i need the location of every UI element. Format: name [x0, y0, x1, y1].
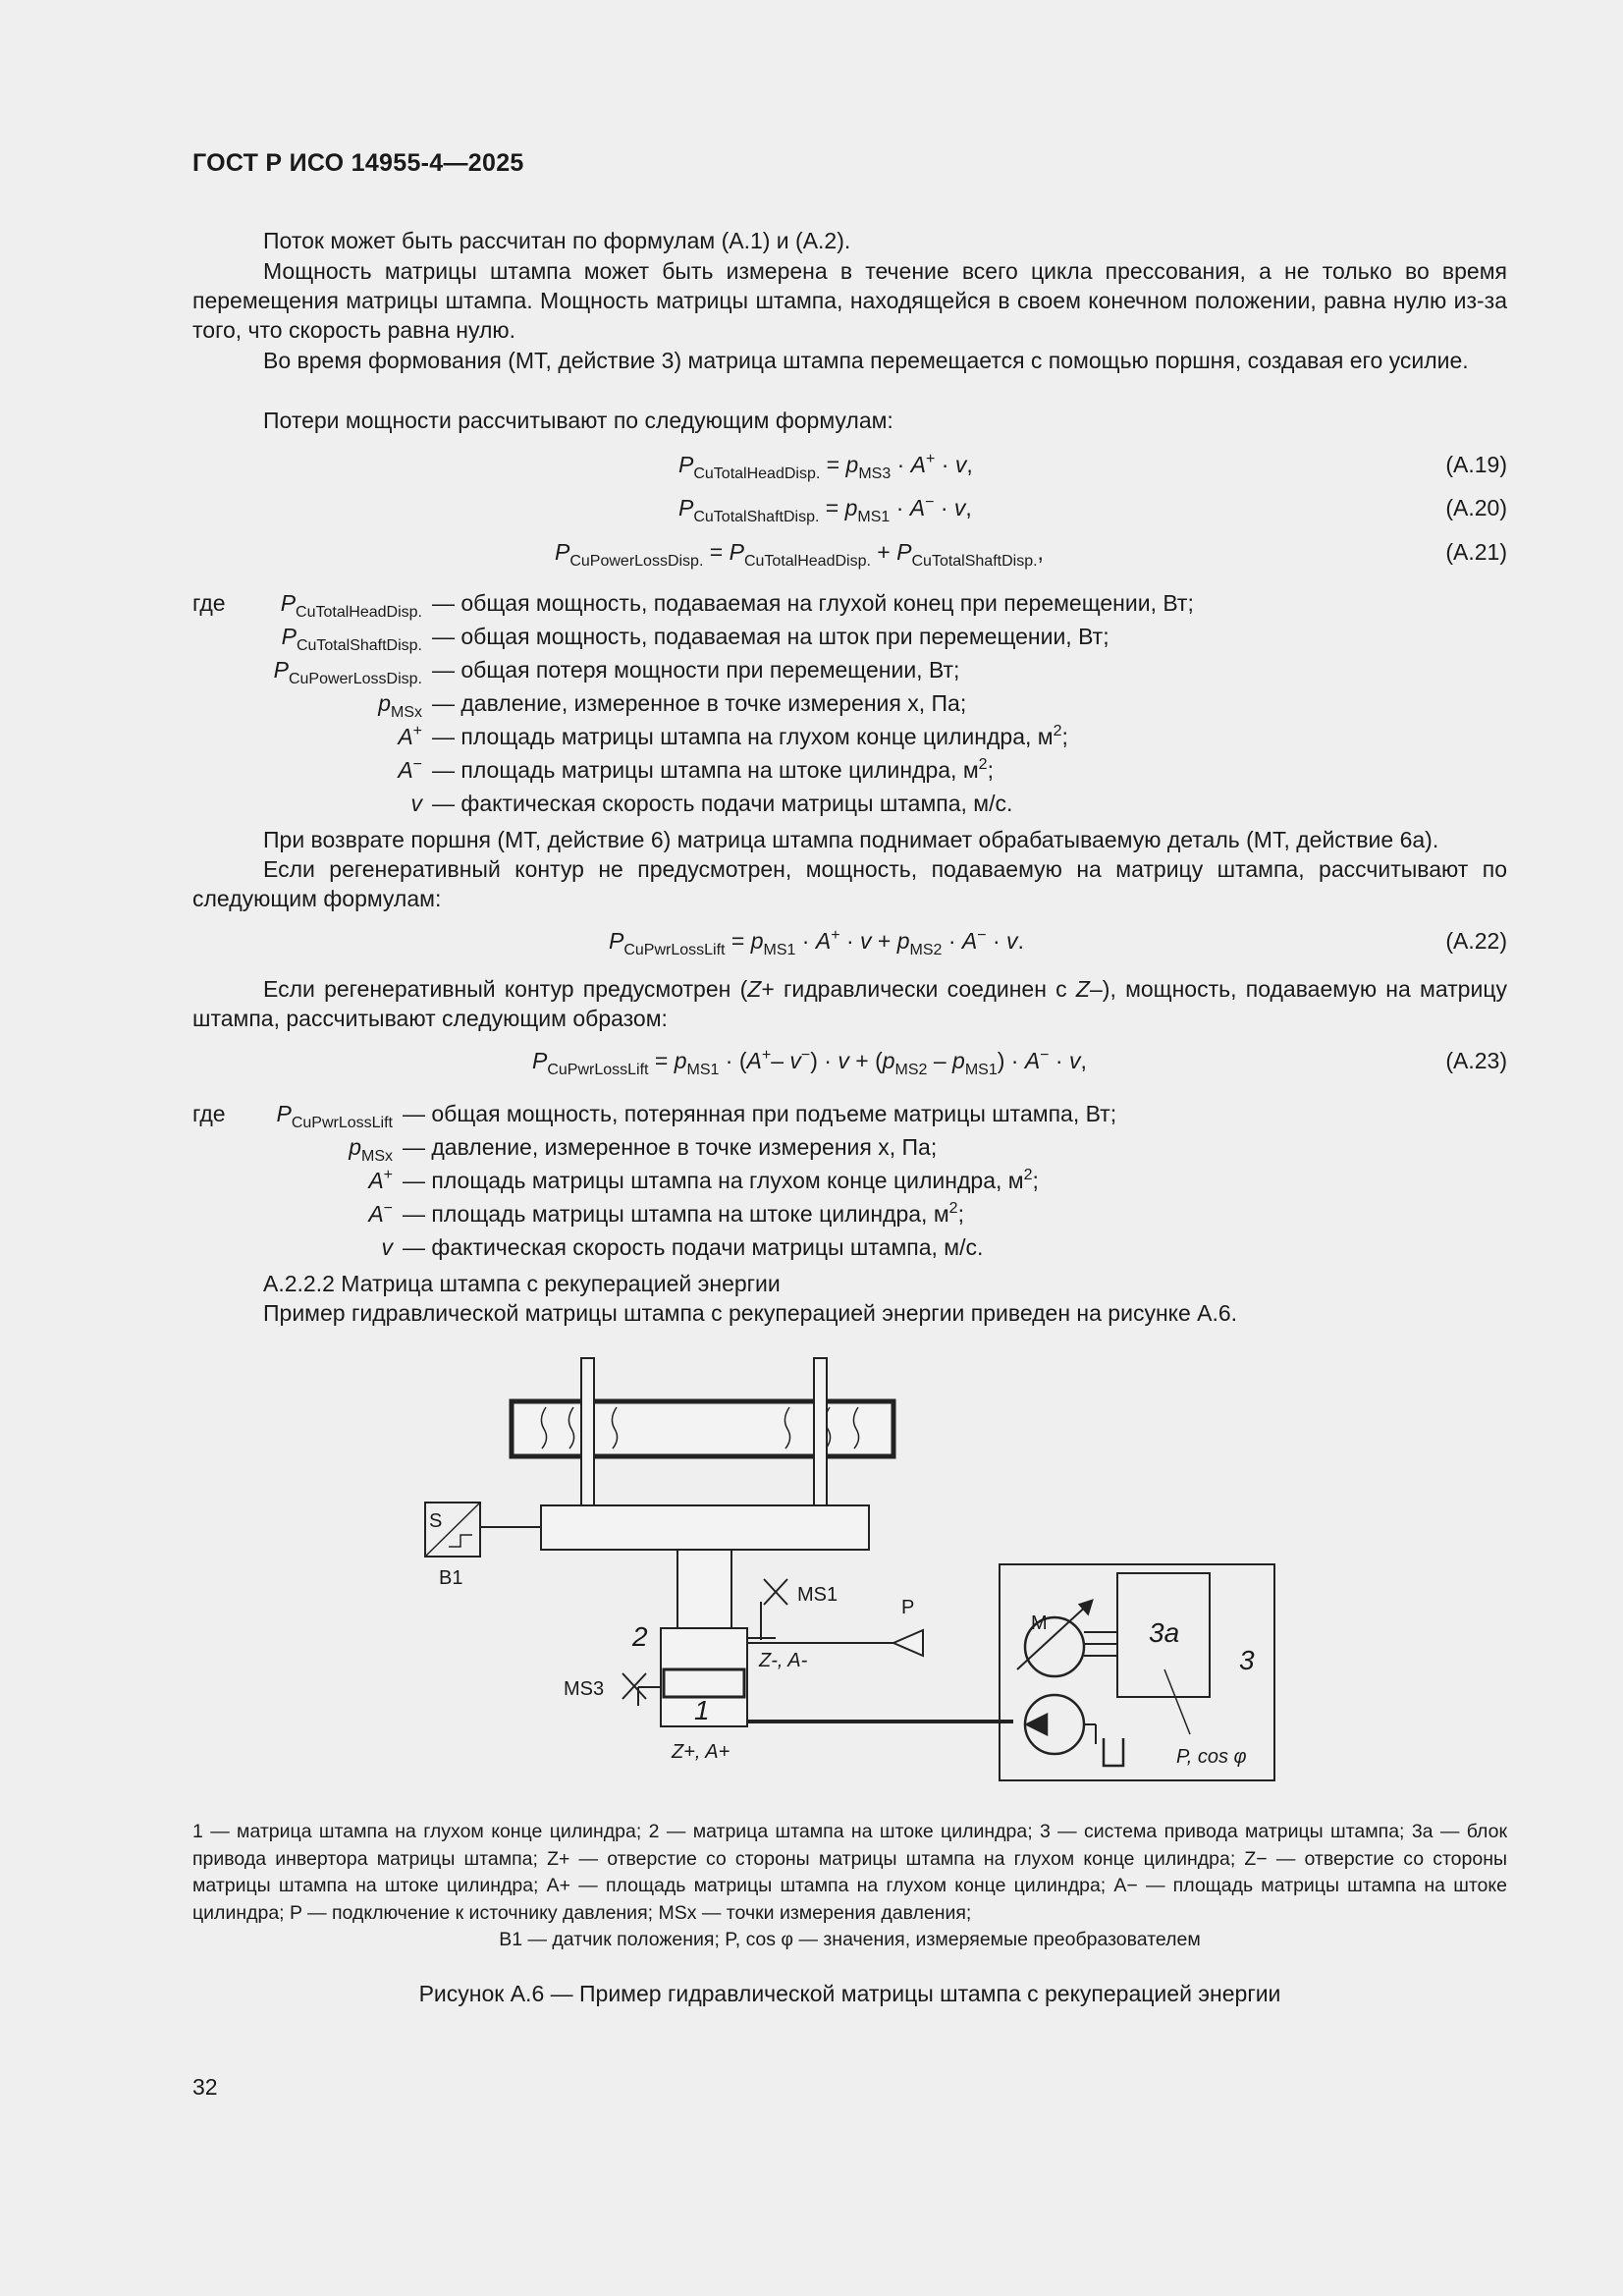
paragraph-power-loss-intro: Потери мощности рассчитывают по следующим формулам: [263, 408, 893, 433]
document-header: ГОСТ Р ИСО 14955-4—2025 [192, 149, 524, 177]
item-3a-label: 3а [1149, 1617, 1180, 1648]
p-label: P [901, 1597, 915, 1618]
paragraph-flow-formulas: Поток может быть рассчитан по формулам (А.1) и (А.2). [263, 228, 851, 253]
guide-post-left [581, 1358, 594, 1505]
page-number: 32 [192, 2074, 218, 2100]
equation-a19: $P_{CuTotalHeadDisp.} = p_{MS3} \cdot A^+ \cdot v$, (A.19) [678, 451, 1507, 482]
where-label: где [192, 1101, 226, 1126]
ms3-label: MS3 [564, 1678, 605, 1700]
where-label: где [192, 590, 226, 616]
equation-a20: $P_{CuTotalShaftDisp.} = p_{MS1} \cdot A^- \cdot v$, (A.20) [678, 494, 1507, 525]
item-3-label: 3 [1239, 1645, 1255, 1675]
ms1-label: MS1 [797, 1584, 839, 1606]
equation-number: (A.19) [1445, 452, 1507, 477]
sensor-b1-label: B1 [439, 1567, 463, 1589]
pressure-source-icon [893, 1630, 923, 1656]
figure-legend [192, 1819, 1507, 1954]
item-2-label: 2 [632, 1621, 648, 1652]
section-heading: А.2.2.2 Матрица штампа с рекуперацией энергии [263, 1271, 781, 1296]
equation-a22: $P_{CuPwrLossLift} = p_{MS1} \cdot A^+ \cdot v + p_{MS2} \cdot A^- \cdot v$. (A.22) [609, 927, 1507, 958]
paragraph-piston-return: При возврате поршня (МТ, действие 6) матрица штампа поднимает обрабатываемую деталь (МТ, действие 6а). [263, 827, 1439, 852]
paragraph-regen: Если регенеративный контур предусмотрен (Z+ гидравлически соединен с Z–), мощность, подаваемую на матрицу штампа, рассчитывают следующим образом: [192, 976, 1507, 1031]
sensor-s-label: S [429, 1510, 443, 1532]
item-1-label: 1 [694, 1695, 710, 1725]
paragraph-power-measurement: Мощность матрицы штампа может быть измерена в течение всего цикла прессования, а не только во время перемещения матрицы штампа. Мощность матрицы штампа, находящейся в своем конечном положении, равна нулю из-за того, что скорость равна нулю. [192, 258, 1507, 343]
equation-a21: $P_{CuPowerLossDisp.} = P_{CuTotalHeadDisp.} + P_{CuTotalShaftDisp.}$, (A.21) [555, 539, 1507, 570]
equation-number: (A.22) [1445, 928, 1507, 954]
equation-number: (A.23) [1445, 1048, 1507, 1073]
legend-last-line: B1 — датчик положения; P, cos φ — значения, измеряемые преобразователем [499, 1929, 1201, 1950]
figure-caption: Рисунок А.6 — Пример гидравлической матрицы штампа с рекуперацией энергии [418, 1981, 1281, 2006]
z-minus-label: Z-, A- [759, 1650, 808, 1671]
press-beam [512, 1401, 893, 1456]
equation-number: (A.21) [1445, 539, 1507, 565]
slide-plate [541, 1505, 869, 1550]
p-cos-label: P, cos φ [1176, 1746, 1247, 1768]
piston [664, 1669, 744, 1697]
motor-m-label: M [1031, 1613, 1048, 1634]
legend-main: 1 — матрица штампа на глухом конце цилиндра; 2 — матрица штампа на штоке цилиндра; 3 — система привода матрицы штампа; 3а — блок привода инвертора матрицы штампа; Z+ — отверстие со стороны матрицы штампа на глухом конце цилиндра; Z− — отверстие со стороны матрицы штампа на штоке цилиндра; A+ — площадь матрицы штампа на глухом конце цилиндра; A− — площадь матрицы штампа на штоке цилиндра; P — подключение к источнику давления; MSx — точки измерения давления; [192, 1821, 1507, 1924]
equation-number: (A.20) [1445, 495, 1507, 520]
guide-post-right [814, 1358, 827, 1505]
piston-rod [677, 1550, 731, 1628]
equation-a23: $P_{CuPwrLossLift} = p_{MS1} \cdot (A^+-$ $v^-) \cdot v + (p_{MS2} - p_{MS1}) \cdot A^- \cdot v$, (A.23) [532, 1047, 1507, 1078]
paragraph-no-regen: Если регенеративный контур не предусмотрен, мощность, подаваемую на матрицу штампа, рассчитывают по следующим формулам: [192, 856, 1507, 911]
z-plus-label: Z+, A+ [672, 1741, 730, 1763]
paragraph-figure-reference: Пример гидравлической матрицы штампа с рекуперацией энергии приведен на рисунке А.6. [263, 1300, 1238, 1326]
paragraph-forming: Во время формования (МТ, действие 3) матрица штампа перемещается с помощью поршня, создавая его усилие. [263, 348, 1469, 373]
